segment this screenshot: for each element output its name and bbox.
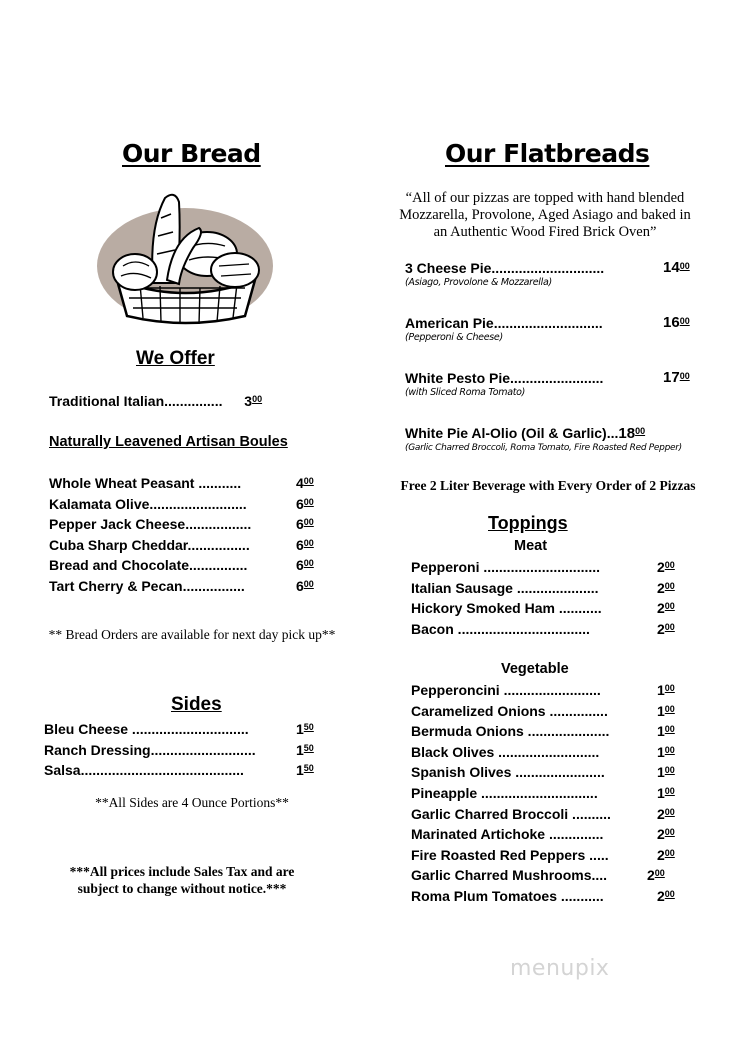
item-description: (with Sliced Roma Tomato): [405, 387, 526, 398]
item-price: 16: [663, 314, 680, 331]
topping-item: [411, 846, 675, 867]
topping-item: [411, 722, 675, 743]
item-price: 1: [296, 741, 304, 758]
item-price: 4: [296, 475, 304, 491]
item-cents: 00: [303, 578, 314, 589]
menu-item: [49, 556, 314, 577]
item-name: Cuba Sharp Cheddar................: [49, 536, 250, 553]
item-cents: 00: [664, 806, 675, 817]
item-name: White Pesto Pie........................: [405, 370, 604, 386]
item-name: Black Olives ..........................: [411, 743, 600, 760]
pizza-item: [405, 314, 690, 369]
item-cents: 00: [679, 371, 690, 381]
item-price: 2: [657, 805, 665, 822]
quote-line-3: an Authentic Wood Fired Brick Oven”: [433, 224, 657, 240]
item-price: 2: [657, 826, 665, 843]
item-name: Salsa..........................................: [44, 762, 244, 778]
topping-item: [411, 599, 675, 620]
item-cents: 00: [664, 622, 675, 633]
topping-item: [411, 681, 675, 702]
boules-heading: Naturally Leavened Artisan Boules: [49, 434, 288, 450]
topping-item: [411, 825, 675, 846]
item-price: 1: [657, 784, 665, 801]
item-name: Pineapple ..............................: [411, 784, 598, 801]
item-cents: 00: [679, 261, 690, 271]
item-description: (Asiago, Provolone & Mozzarella): [405, 277, 552, 288]
item-cents: 00: [635, 426, 646, 436]
item-cents: 00: [664, 847, 675, 858]
menu-item: [49, 495, 314, 516]
item-name: Bermuda Onions .....................: [411, 723, 610, 740]
topping-item: [411, 743, 675, 764]
item-name: Fire Roasted Red Peppers .....: [411, 846, 609, 863]
item-name: Bleu Cheese ..............................: [44, 721, 249, 737]
bread-title: Our Bread: [122, 139, 261, 168]
topping-item: [411, 620, 675, 641]
free-beverage-note: Free 2 Liter Beverage with Every Order of 2 Pizzas: [400, 478, 696, 493]
menu-item: [49, 515, 314, 536]
item-price: 3: [244, 393, 253, 409]
item-name: White Pie Al-Olio (Oil & Garlic)...: [405, 425, 619, 441]
we-offer-heading: We Offer: [136, 348, 215, 369]
pizza-description-quote: [380, 190, 710, 241]
item-cents: 00: [303, 558, 314, 568]
quote-line-1: “All of our pizzas are topped with hand blended: [405, 190, 685, 206]
item-price: 14: [663, 259, 680, 276]
item-price: 17: [663, 369, 680, 386]
item-cents: 00: [664, 827, 675, 838]
tax-note-line-1: ***All prices include Sales Tax and are: [69, 864, 295, 879]
item-name: Whole Wheat Peasant ...........: [49, 475, 242, 491]
bread-basket-icon: [95, 188, 275, 330]
bread-orders-note: ** Bread Orders are available for next day pick up**: [48, 627, 336, 642]
bread-list: [49, 474, 314, 597]
meat-toppings-list: [411, 558, 675, 641]
side-item: [44, 720, 314, 741]
menu-item-traditional-italian: [49, 392, 262, 410]
item-price: 2: [657, 621, 665, 638]
item-cents: 00: [664, 560, 675, 570]
item-name: Garlic Charred Broccoli ..........: [411, 805, 611, 822]
item-price: 6: [296, 495, 304, 512]
topping-item: [411, 702, 675, 723]
menu-item: [49, 474, 314, 495]
item-name: Ranch Dressing...........................: [44, 741, 256, 758]
item-price: 2: [657, 887, 665, 904]
side-item: [44, 741, 314, 762]
side-item: [44, 761, 314, 782]
item-cents: 00: [664, 683, 675, 693]
item-name: Pepper Jack Cheese.................: [49, 516, 252, 532]
item-description: (Garlic Charred Broccoli, Roma Tomato, Fire Roasted Red Pepper): [405, 443, 682, 453]
item-price: 2: [657, 579, 665, 596]
item-cents: 00: [654, 868, 665, 879]
item-cents: 00: [664, 765, 675, 776]
quote-line-2: Mozzarella, Provolone, Aged Asiago and baked in: [399, 207, 691, 223]
sides-heading: Sides: [171, 694, 222, 715]
item-cents: 00: [303, 476, 314, 486]
item-price: 1: [296, 721, 304, 737]
item-cents: 00: [679, 316, 690, 326]
item-price: 1: [657, 764, 665, 781]
item-cents: 00: [664, 888, 675, 899]
sides-portion-note: **All Sides are 4 Ounce Portions**: [95, 795, 289, 810]
item-price: 6: [296, 557, 304, 573]
vegetable-heading: Vegetable: [501, 661, 569, 677]
item-name: Bacon ..................................: [411, 621, 590, 638]
pizza-item: [405, 259, 690, 314]
item-cents: 00: [664, 744, 675, 755]
topping-item: [411, 887, 675, 908]
item-cents: 00: [664, 703, 675, 714]
item-name: Pepperoni ..............................: [411, 559, 601, 575]
item-name: Kalamata Olive.........................: [49, 495, 247, 512]
topping-item: [411, 763, 675, 784]
item-name: Marinated Artichoke ..............: [411, 826, 604, 843]
vegetable-toppings-list: [411, 681, 675, 908]
menu-item: [49, 577, 314, 598]
item-price: 6: [296, 536, 304, 553]
pizza-item: [405, 369, 690, 424]
item-name: Roma Plum Tomatoes ...........: [411, 887, 604, 904]
topping-item: [411, 805, 675, 826]
menupix-watermark: menupix: [510, 956, 610, 981]
item-cents: 00: [664, 724, 675, 735]
meat-heading: Meat: [514, 538, 548, 554]
item-price: 2: [657, 600, 665, 617]
item-cents: 00: [303, 537, 314, 548]
item-cents: 00: [303, 496, 314, 507]
item-price: 1: [296, 762, 304, 778]
pizza-item: [405, 424, 682, 464]
item-cents: 50: [303, 742, 314, 753]
item-price: 1: [657, 682, 665, 698]
item-cents: 00: [664, 785, 675, 796]
item-name: Pepperoncini .........................: [411, 682, 601, 698]
flatbreads-title: Our Flatbreads: [445, 139, 650, 168]
item-cents: 00: [303, 517, 314, 527]
item-name: Bread and Chocolate...............: [49, 557, 248, 573]
item-cents: 00: [664, 580, 675, 591]
item-price: 1: [657, 723, 665, 740]
topping-item: [411, 579, 675, 600]
item-price: 6: [296, 577, 304, 594]
tax-note-line-2: subject to change without notice.***: [77, 881, 287, 896]
item-name: Tart Cherry & Pecan................: [49, 577, 245, 594]
item-cents: 50: [303, 722, 314, 732]
tax-note: [36, 863, 328, 897]
item-price: 2: [657, 846, 665, 863]
item-name: 3 Cheese Pie.............................: [405, 260, 605, 276]
item-name: Hickory Smoked Ham ...........: [411, 600, 602, 617]
item-name: Garlic Charred Mushrooms....: [411, 867, 608, 884]
topping-item: [411, 558, 675, 579]
menu-item: [49, 536, 314, 557]
item-name: Caramelized Onions ...............: [411, 702, 608, 719]
item-price: 2: [647, 867, 655, 884]
item-price: 6: [296, 516, 304, 532]
pizza-list: [405, 259, 690, 464]
sides-list: [44, 720, 314, 782]
item-price: 2: [657, 559, 665, 575]
item-cents: 00: [252, 394, 263, 404]
item-name: Italian Sausage .....................: [411, 579, 599, 596]
topping-item: [411, 866, 665, 887]
item-price: 1: [657, 702, 665, 719]
item-cents: 50: [303, 763, 314, 773]
item-price: 1: [657, 743, 665, 760]
item-cents: 00: [664, 601, 675, 612]
topping-item: [411, 784, 675, 805]
item-price: 18: [618, 425, 636, 442]
item-name: American Pie............................: [405, 315, 603, 331]
item-description: (Pepperoni & Cheese): [405, 332, 503, 343]
item-name: Spanish Olives .......................: [411, 764, 605, 781]
item-name: Traditional Italian...............: [49, 393, 223, 409]
toppings-heading: Toppings: [488, 513, 568, 533]
